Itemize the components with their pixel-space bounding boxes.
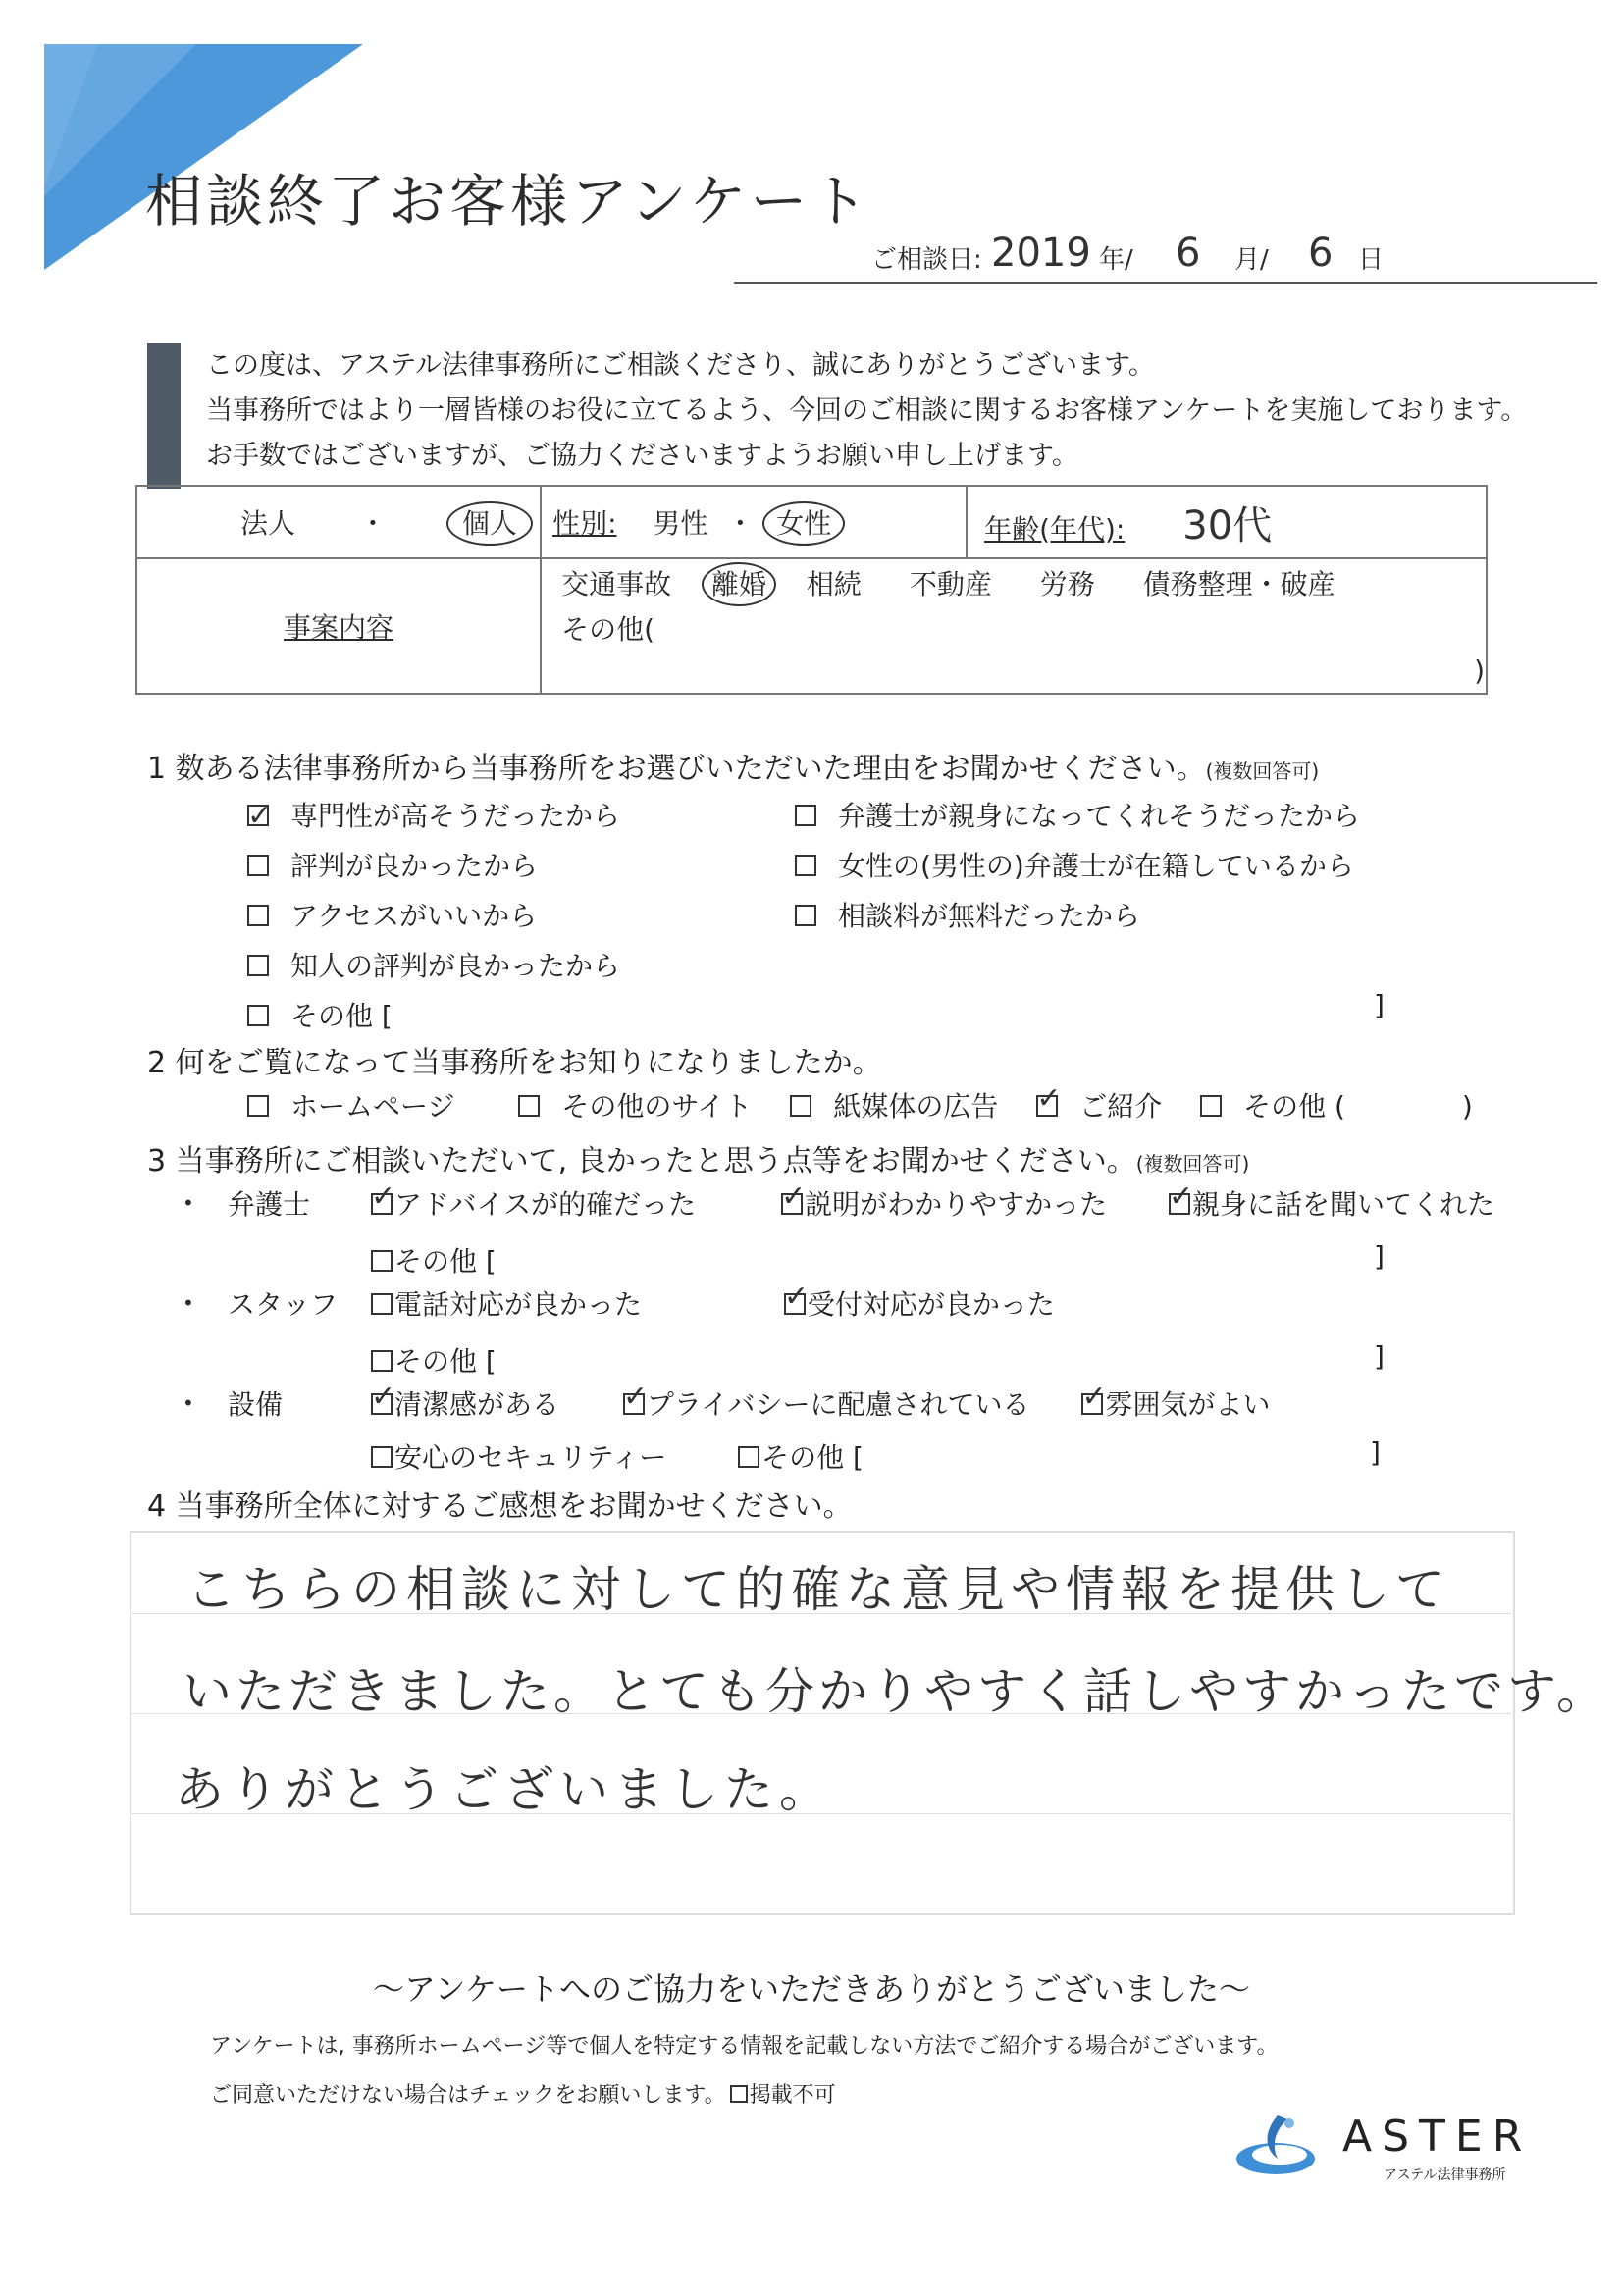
footer-note-optout (210, 2078, 836, 2109)
checkbox[interactable] (795, 805, 816, 826)
case-realestate[interactable]: 不動産 (909, 568, 992, 600)
q3-lawyer-other[interactable] (371, 1240, 497, 1279)
checkbox[interactable] (371, 1250, 393, 1272)
date-day: 6 (1308, 231, 1334, 276)
checkbox[interactable] (790, 1095, 812, 1117)
date-year-unit: 年/ (1099, 245, 1133, 275)
checkbox[interactable] (518, 1095, 540, 1117)
bracket-close: ] (1374, 1240, 1385, 1273)
q3-option[interactable] (371, 1188, 696, 1221)
q1-option[interactable] (247, 941, 620, 991)
optout-label: 掲載不可 (749, 2083, 836, 2108)
checkbox[interactable] (795, 905, 816, 926)
case-labor[interactable]: 労務 (1039, 568, 1095, 600)
case-debt[interactable]: 債務整理・破産 (1142, 568, 1335, 600)
q3-note: (複数回答可) (1135, 1152, 1250, 1175)
q3-option[interactable] (781, 1188, 1107, 1221)
comment-line: いただきました。とても分かりやすく話しやすかったです。 (183, 1663, 1609, 1720)
intro-line: この度は、アステル法律事務所にご相談くださり、誠にありがとうございます。 (206, 350, 1155, 381)
option-label: 弁護士が親身になってくれそうだったから (838, 800, 1361, 832)
checkbox[interactable] (371, 1446, 393, 1468)
checkbox[interactable] (371, 1393, 393, 1415)
option-label: その他のサイト (561, 1090, 753, 1122)
q3-title-text: 3 当事務所にご相談いただいて, 良かったと思う点等をお聞かせください。 (147, 1144, 1136, 1178)
gender-male[interactable]: 男性 (653, 507, 708, 540)
q3-facility-options (371, 1383, 1270, 1423)
q2-options (247, 1085, 1473, 1124)
option-label: 電話対応が良かった (394, 1288, 643, 1321)
date-month-unit: 月/ (1234, 245, 1269, 275)
q1-title-text: 1 数ある法律事務所から当事務所をお選びいただいた理由をお聞かせください。 (147, 752, 1206, 786)
checkbox[interactable] (247, 905, 269, 926)
q1-right-options (795, 791, 1360, 941)
q3-option[interactable] (784, 1288, 1055, 1321)
option-label: アドバイスが的確だった (394, 1188, 697, 1221)
q3-staff-options (371, 1283, 1055, 1323)
date-label: ご相談日: (871, 245, 982, 275)
case-label: 事案内容 (284, 611, 394, 644)
q3-option[interactable] (1081, 1388, 1270, 1421)
q3-option[interactable] (738, 1441, 864, 1474)
option-label: 女性の(男性の)弁護士が在籍しているから (838, 850, 1354, 882)
q1-option[interactable] (247, 841, 620, 891)
q3-title (147, 1136, 1249, 1179)
age-label: 年齢(年代): (984, 512, 1126, 546)
option-label: その他 [ (761, 1441, 864, 1474)
option-label: 評判が良かったから (290, 850, 539, 882)
bullet: • (183, 1191, 194, 1215)
q1-option[interactable] (795, 841, 1360, 891)
paren-close: ) (1461, 1090, 1473, 1122)
comment-line: こちらの相談に対して的確な意見や情報を提供して (186, 1561, 1450, 1618)
q3-option[interactable] (371, 1288, 642, 1321)
checkbox[interactable] (1036, 1095, 1058, 1117)
q1-option[interactable] (247, 991, 620, 1041)
option-label: 説明がわかりやすかった (805, 1188, 1108, 1221)
type-corporate[interactable]: 法人 (240, 507, 296, 540)
checkbox[interactable] (781, 1193, 803, 1215)
gender-cell (541, 486, 967, 558)
thanks-message: 〜アンケートへのご協力をいただきありがとうございました〜 (372, 1970, 1251, 2008)
date-year: 2019 (991, 231, 1091, 276)
case-other[interactable]: その他( (561, 613, 654, 646)
checkbox[interactable] (1081, 1393, 1103, 1415)
q1-option[interactable] (247, 791, 620, 841)
option-label: 安心のセキュリティー (394, 1441, 667, 1474)
q2-option[interactable] (247, 1090, 454, 1122)
intro-line: お手数ではございますが、ご協力くださいますようお願い申し上げます。 (206, 441, 1078, 471)
option-label: その他 [ (290, 1000, 393, 1032)
client-info-table (135, 485, 1488, 695)
q3-facility-label: 設備 (228, 1388, 284, 1421)
bracket-close: ] (1370, 1436, 1381, 1469)
bracket-close: ] (1374, 1340, 1385, 1373)
q1-option[interactable] (247, 891, 620, 941)
q2-option[interactable] (1036, 1090, 1162, 1122)
bracket-close: ] (1374, 989, 1385, 1021)
case-divorce[interactable]: 離婚 (702, 562, 776, 606)
checkbox[interactable] (623, 1393, 645, 1415)
consultation-date (734, 231, 1597, 284)
option-label: 知人の評判が良かったから (290, 950, 621, 982)
logo-text: ASTER (1342, 2112, 1533, 2162)
checkbox[interactable] (371, 1293, 393, 1315)
option-label: その他 [ (394, 1345, 497, 1378)
age-cell (967, 486, 1487, 558)
option-label: 親身に話を聞いてくれた (1192, 1188, 1495, 1221)
q1-title (147, 744, 1319, 787)
q3-lawyer-label: 弁護士 (228, 1188, 311, 1221)
q1-left-options (247, 791, 620, 1041)
checkbox[interactable] (730, 2085, 748, 2103)
comment-line: ありがとうございました。 (175, 1761, 834, 1818)
case-items-cell (541, 558, 1487, 694)
option-label: 相談料が無料だったから (838, 900, 1141, 932)
q2-option[interactable] (790, 1090, 998, 1122)
checkbox[interactable] (247, 855, 269, 876)
intro-text (206, 343, 1527, 479)
option-label: その他 ( (1243, 1090, 1345, 1122)
checkbox[interactable] (738, 1446, 759, 1468)
gender-female[interactable]: 女性 (762, 501, 845, 546)
option-label: 雰囲気がよい (1105, 1388, 1271, 1421)
date-day-unit: 日 (1358, 245, 1385, 275)
option-label: その他 [ (394, 1245, 497, 1278)
gender-label: 性別: (552, 507, 617, 540)
option-label: 清潔感がある (394, 1388, 560, 1421)
option-label: アクセスがいいから (290, 900, 538, 932)
checkbox[interactable] (371, 1350, 393, 1372)
option-label: ご紹介 (1079, 1090, 1163, 1122)
q2-option[interactable] (518, 1090, 752, 1122)
option-label: 専門性が高そうだったから (290, 800, 621, 832)
q3-option[interactable] (371, 1441, 666, 1474)
q4-title: 4 当事務所全体に対するご感想をお聞かせください。 (147, 1489, 853, 1524)
q3-option[interactable] (623, 1388, 1030, 1421)
q2-title: 2 何をご覧になって当事務所をお知りになりましたか。 (147, 1046, 882, 1080)
q2-option[interactable] (1200, 1090, 1345, 1122)
page-title: 相談終了お客様アンケート (145, 168, 872, 235)
checkbox[interactable] (1169, 1193, 1190, 1215)
footer-note: アンケートは, 事務所ホームページ等で個人を特定する情報を記載しない方法でご紹介する場合がございます。 (210, 2034, 1279, 2059)
date-month: 6 (1176, 231, 1201, 276)
logo-subtext: アステル法律事務所 (1384, 2167, 1506, 2183)
q3-staff-other[interactable] (371, 1340, 497, 1380)
option-label: ホームページ (290, 1090, 455, 1122)
type-individual[interactable]: 個人 (446, 501, 533, 546)
footer-note-text: ご同意いただけない場合はチェックをお願いします。 (210, 2083, 726, 2108)
q1-option[interactable] (795, 791, 1360, 841)
q3-option[interactable] (1169, 1188, 1494, 1221)
q1-option[interactable] (795, 891, 1360, 941)
q3-staff-label: スタッフ (228, 1288, 339, 1321)
checkbox[interactable] (784, 1293, 806, 1315)
intro-line: 当事務所ではより一層皆様のお役に立てるよう、今回のご相談に関するお客様アンケートを実施しております。 (206, 395, 1528, 426)
checkbox[interactable] (247, 805, 269, 826)
separator: ・ (358, 507, 387, 540)
client-type-cell (136, 486, 541, 558)
checkbox[interactable] (371, 1193, 393, 1215)
q3-option[interactable] (371, 1388, 559, 1421)
checkbox[interactable] (247, 1095, 269, 1117)
checkbox[interactable] (247, 1005, 269, 1026)
case-other-close: ) (1474, 654, 1485, 687)
q3-facility-options-2 (371, 1436, 864, 1476)
case-label-cell (136, 558, 541, 694)
case-traffic[interactable]: 交通事故 (561, 568, 672, 600)
aster-logo-icon (1234, 2110, 1317, 2184)
q1-note: (複数回答可) (1205, 759, 1320, 783)
option-label: 受付対応が良かった (807, 1288, 1055, 1321)
checkbox[interactable] (247, 955, 269, 976)
age-value[interactable]: 30代 (1182, 502, 1273, 548)
case-inheritance[interactable]: 相続 (806, 568, 862, 600)
bullet: • (183, 1291, 194, 1315)
checkbox[interactable] (1200, 1095, 1222, 1117)
separator: ・ (726, 507, 755, 540)
checkbox[interactable] (795, 855, 816, 876)
intro-bar (147, 343, 181, 489)
option-label: プライバシーに配慮されている (646, 1388, 1030, 1421)
option-label: 紙媒体の広告 (833, 1090, 999, 1122)
bullet: • (183, 1391, 194, 1415)
q3-lawyer-options (371, 1183, 1494, 1223)
